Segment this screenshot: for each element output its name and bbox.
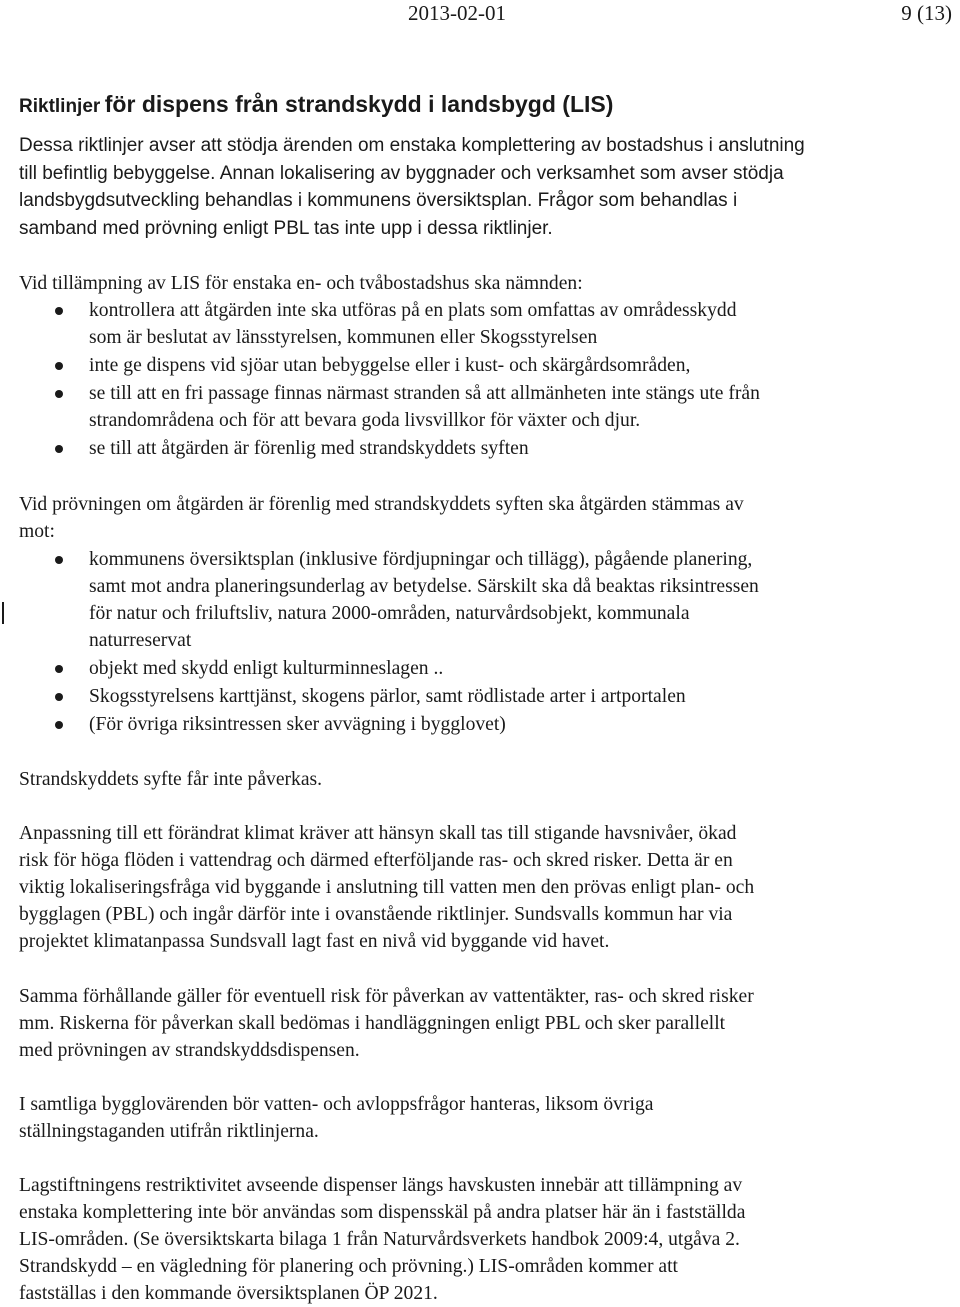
revision-bar xyxy=(2,602,4,624)
bullet-icon xyxy=(55,390,63,398)
list-item-line: kontrollera att åtgärden inte ska utföras på en plats som omfattas av områdesskydd xyxy=(89,300,737,321)
section2-list xyxy=(19,546,949,739)
list-item-line: inte ge dispens vid sjöar utan bebyggelse eller i kust- och skärgårdsområden, xyxy=(89,355,691,376)
klimat-paragraph xyxy=(19,820,949,955)
paragraph-line: risk för höga flöden i vattendrag och därmed efterföljande ras- och skred risker. Detta är en xyxy=(19,850,733,871)
title-prefix: Riktlinjer xyxy=(19,96,101,117)
list-item-line: objekt med skydd enligt kulturminneslagen .. xyxy=(89,658,444,679)
bullet-icon xyxy=(55,556,63,564)
page-title xyxy=(19,91,613,118)
list-item xyxy=(19,546,949,654)
paragraph-line: Samma förhållande gäller för eventuell risk för påverkan av vattentäkter, ras- och skred risker xyxy=(19,986,754,1007)
list-item-line: se till att en fri passage finnas närmast stranden så att allmänheten inte stängs ute från xyxy=(89,383,760,404)
paragraph-line: projektet klimatanpassa Sundsvall lagt fast en nivå vid byggande vid havet. xyxy=(19,931,610,952)
list-item-line: samt mot andra planeringsunderlag av betydelse. Särskilt ska då beaktas riksintressen xyxy=(89,576,759,597)
list-item-line: för natur och friluftsliv, natura 2000-områden, naturvårdsobjekt, kommunala xyxy=(89,603,690,624)
paragraph-line: LIS-områden. (Se översiktskarta bilaga 1 från Naturvårdsverkets handbok 2009:4, utgåva 2. xyxy=(19,1229,740,1250)
risk-paragraph xyxy=(19,983,949,1064)
paragraph-line: med prövningen av strandskyddsdispensen. xyxy=(19,1040,360,1061)
paragraph-line: Anpassning till ett förändrat klimat kräver att hänsyn skall tas till stigande havsnivåer, ökad xyxy=(19,823,737,844)
paragraph-line: fastställas i den kommande översiktsplanen ÖP 2021. xyxy=(19,1283,438,1304)
bullet-icon xyxy=(55,445,63,453)
list-item-line: (För övriga riksintressen sker avvägning i bygglovet) xyxy=(89,714,506,735)
list-item-line: naturreservat xyxy=(89,630,192,651)
list-item-line: se till att åtgärden är förenlig med strandskyddets syften xyxy=(89,438,529,459)
section2-lead-line: Vid prövningen om åtgärden är förenlig med strandskyddets syften ska åtgärden stämmas av xyxy=(19,494,744,515)
bygglov-paragraph xyxy=(19,1091,949,1145)
strandskydd-paragraph: Strandskyddets syfte får inte påverkas. xyxy=(19,769,323,790)
list-item-line: Skogsstyrelsens karttjänst, skogens pärlor, samt rödlistade arter i artportalen xyxy=(89,686,686,707)
paragraph-line: enstaka komplettering inte bör användas som dispensskäl på andra platser här än i fastställda xyxy=(19,1202,746,1223)
section2-lead-line: mot: xyxy=(19,521,55,542)
paragraph-line: I samtliga bygglovärenden bör vatten- och avloppsfrågor hanteras, liksom övriga xyxy=(19,1094,654,1115)
list-item-line: som är beslutat av länsstyrelsen, kommunen eller Skogsstyrelsen xyxy=(89,327,598,348)
section2-lead xyxy=(19,491,949,545)
bullet-icon xyxy=(55,721,63,729)
list-item xyxy=(19,683,949,710)
lagstiftning-paragraph xyxy=(19,1172,949,1307)
header-page-number: 9 (13) xyxy=(901,1,952,25)
list-item-line: strandområdena och för att bevara goda livsvillkor för växter och djur. xyxy=(89,410,641,431)
bullet-icon xyxy=(55,693,63,701)
list-item xyxy=(19,435,949,462)
bullet-icon xyxy=(55,307,63,315)
paragraph-line: Strandskydd – en vägledning för planering och prövning.) LIS-områden kommer att xyxy=(19,1256,678,1277)
bullet-icon xyxy=(55,362,63,370)
list-item-line: kommunens översiktsplan (inklusive fördjupningar och tillägg), pågående planering, xyxy=(89,549,753,570)
list-item xyxy=(19,352,949,379)
paragraph-line: bygglagen (PBL) och ingår därför inte i ovanstående riktlinjer. Sundsvalls kommun har via xyxy=(19,904,733,925)
intro-line: samband med prövning enligt PBL tas inte upp i dessa riktlinjer. xyxy=(19,217,553,239)
bullet-icon xyxy=(55,665,63,673)
intro-paragraph xyxy=(19,132,949,242)
list-item xyxy=(19,380,949,434)
intro-line: landsbygdsutveckling behandlas i kommunens översiktsplan. Frågor som behandlas i xyxy=(19,190,738,211)
list-item xyxy=(19,711,949,738)
paragraph-line: mm. Riskerna för påverkan skall bedömas i handläggningen enligt PBL och sker parallellt xyxy=(19,1013,726,1034)
paragraph-line: viktig lokaliseringsfråga vid byggande i anslutning till vatten men den prövas enligt plan- och xyxy=(19,877,755,898)
paragraph-line: ställningstaganden utifrån riktlinjerna. xyxy=(19,1121,319,1142)
paragraph-line: Lagstiftningens restriktivitet avseende dispenser längs havskusten innebär att tillämpning av xyxy=(19,1175,743,1196)
section1-list xyxy=(19,297,949,463)
section1-lead: Vid tillämpning av LIS för enstaka en- och tvåbostadshus ska nämnden: xyxy=(19,273,583,294)
intro-line: Dessa riktlinjer avser att stödja ärenden om enstaka komplettering av bostadshus i anslutning xyxy=(19,135,805,156)
intro-line: till befintlig bebyggelse. Annan lokalisering av byggnader och verksamhet som avser stödja xyxy=(19,162,784,184)
list-item xyxy=(19,297,949,351)
list-item xyxy=(19,655,949,682)
header-date: 2013-02-01 xyxy=(408,1,506,25)
title-main: för dispens från strandskydd i landsbygd (LIS) xyxy=(104,91,614,117)
